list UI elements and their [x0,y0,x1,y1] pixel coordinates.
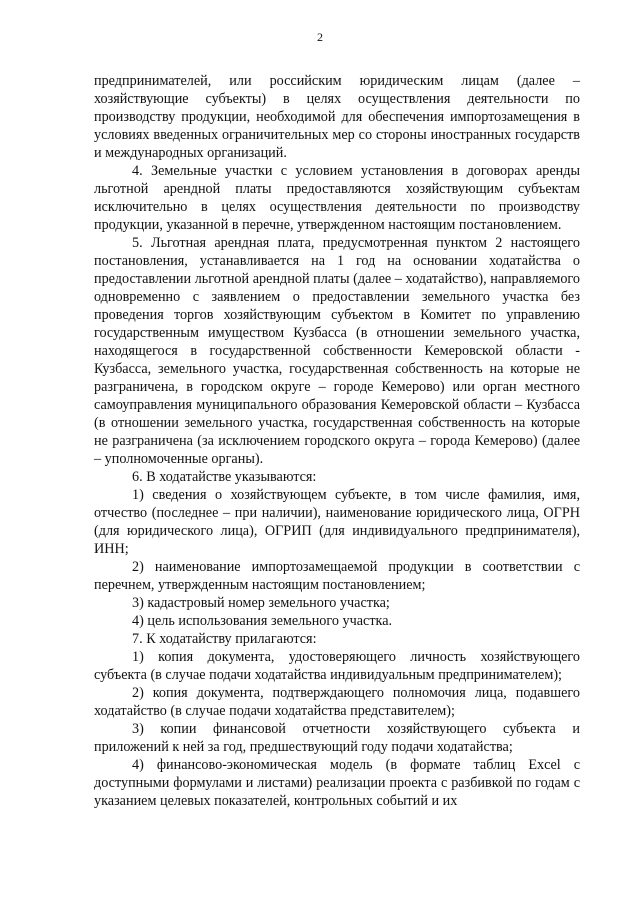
paragraph-item-7-1: 1) копия документа, удостоверяющего личность хозяйствующего субъекта (в случае подачи ходатайства индивидуальным предпринимателем); [94,649,580,683]
paragraph-item-7-4: 4) финансово-экономическая модель (в формате таблиц Excel с доступными формулами и листами) реализации проекта с разбивкой по годам с указанием целевых показателей, контрольных событий и их [94,757,580,809]
paragraph-item-5: 5. Льготная арендная плата, предусмотренная пунктом 2 настоящего постановления, устанавливается на 1 год на основании ходатайства о предоставлении льготной арендной платы (далее – ходатайство), направляемого одновременно с заявлением о предоставлении земельного участка без проведения торгов хозяйствующим субъектом в Комитет по управлению государственным имуществом Кузбасса (в отношении земельного участка, находящегося в государственной собственности Кемеровской области - Кузбасса, земельного участка, государственная собственность на которые не разграничена, в городском округе – городе Кемерово) или орган местного самоуправления муниципального образования Кемеровской области – Кузбасса (в отношении земельного участка, государственная собственность на которые не разграничена (за исключением городского округа – города Кемерово) (далее – уполномоченные органы). [94,235,580,467]
paragraph-item-6-2: 2) наименование импортозамещаемой продукции в соответствии с перечнем, утвержденным настоящим постановлением; [94,559,580,593]
document-body [94,72,580,810]
paragraph-item-4: 4. Земельные участки с условием установления в договорах аренды льготной арендной платы предоставляются хозяйствующим субъектам исключительно в целях осуществления деятельности по производству продукции, указанной в перечне, утвержденном настоящим постановлением. [94,163,580,233]
paragraph-item-6-4: 4) цель использования земельного участка. [132,613,393,629]
page-number: 2 [317,30,323,44]
paragraph-item-7-3: 3) копии финансовой отчетности хозяйствующего субъекта и приложений к ней за год, предшествующий году подачи ходатайства; [94,721,580,755]
paragraph-item-7: 7. К ходатайству прилагаются: [132,631,317,647]
paragraph-item-7-2: 2) копия документа, подтверждающего полномочия лица, подавшего ходатайство (в случае подачи ходатайства представителем); [94,685,580,719]
paragraph-item-6-3: 3) кадастровый номер земельного участка; [132,595,390,611]
paragraph-continuation: предпринимателей, или российским юридическим лицам (далее – хозяйствующие субъекты) в целях осуществления деятельности по производству продукции, необходимой для обеспечения импортозамещения в условиях введенных ограничительных мер со стороны иностранных государств и международных организаций. [94,73,580,161]
paragraph-item-6: 6. В ходатайстве указываются: [132,469,317,485]
paragraph-item-6-1: 1) сведения о хозяйствующем субъекте, в том числе фамилия, имя, отчество (последнее – при наличии), наименование юридического лица, ОГРН (для юридического лица), ОГРИП (для индивидуального предпринимателя), ИНН; [94,487,580,557]
